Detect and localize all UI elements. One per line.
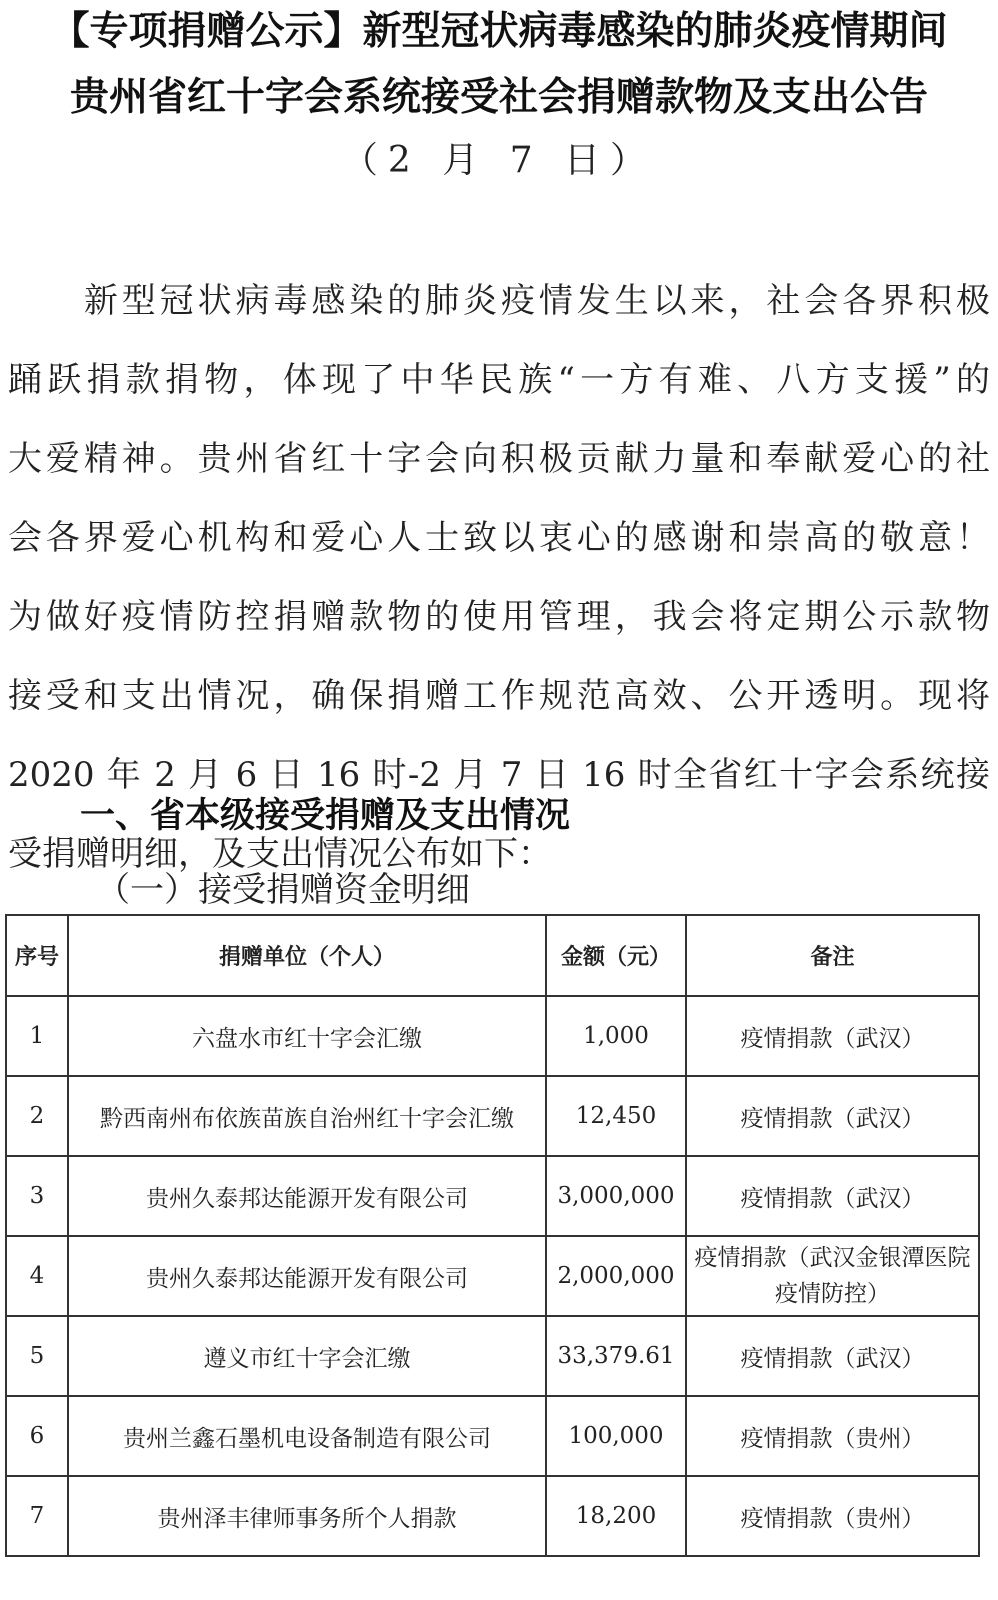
row-note: 疫情捐款（武汉）	[686, 1316, 979, 1396]
intro-line: 大爱精神。贵州省红十字会向积极贡献力量和奉献爱心的社	[8, 439, 990, 479]
table-row	[6, 1076, 979, 1156]
announcement-date: （2 月 7 日）	[341, 140, 657, 181]
row-amount: 33,379.61	[546, 1316, 686, 1396]
row-donor: 贵州泽丰律师事务所个人捐款	[68, 1476, 546, 1556]
table-row	[6, 1396, 979, 1476]
table-row	[6, 996, 979, 1076]
intro-line: 新型冠状病毒感染的肺炎疫情发生以来，社会各界积极	[8, 281, 990, 321]
table-row	[6, 1316, 979, 1396]
table-row	[6, 1476, 979, 1556]
row-note: 疫情捐款（武汉金银潭医院疫情防控）	[686, 1236, 979, 1316]
document-title-line-1: 【专项捐赠公示】新型冠状病毒感染的肺炎疫情期间	[50, 9, 948, 54]
row-note: 疫情捐款（武汉）	[686, 1156, 979, 1236]
row-index: 4	[6, 1236, 68, 1316]
intro-line: 为做好疫情防控捐赠款物的使用管理，我会将定期公示款物	[8, 597, 990, 637]
column-header-donor: 捐赠单位（个人）	[68, 915, 546, 996]
intro-line: 踊跃捐款捐物，体现了中华民族“一方有难、八方支援”的	[8, 360, 990, 400]
row-note: 疫情捐款（武汉）	[686, 996, 979, 1076]
row-amount: 100,000	[546, 1396, 686, 1476]
row-amount: 18,200	[546, 1476, 686, 1556]
intro-line: 2020 年 2 月 6 日 16 时-2 月 7 日 16 时全省红十字会系统接	[8, 755, 990, 795]
row-amount: 2,000,000	[546, 1236, 686, 1316]
row-donor: 遵义市红十字会汇缴	[68, 1316, 546, 1396]
row-index: 3	[6, 1156, 68, 1236]
row-index: 5	[6, 1316, 68, 1396]
row-amount: 3,000,000	[546, 1156, 686, 1236]
row-index: 7	[6, 1476, 68, 1556]
row-index: 1	[6, 996, 68, 1076]
row-donor: 六盘水市红十字会汇缴	[68, 996, 546, 1076]
column-header-note: 备注	[686, 915, 979, 996]
donation-table	[5, 914, 980, 1557]
row-donor: 黔西南州布依族苗族自治州红十字会汇缴	[68, 1076, 546, 1156]
row-note: 疫情捐款（武汉）	[686, 1076, 979, 1156]
column-header-index: 序号	[6, 915, 68, 996]
document-title-line-2: 贵州省红十字会系统接受社会捐赠款物及支出公告	[69, 75, 928, 120]
subsection-heading: （一）接受捐赠资金明细	[96, 870, 470, 910]
section-heading: 一、省本级接受捐赠及支出情况	[80, 796, 571, 836]
table-row	[6, 1236, 979, 1316]
row-index: 2	[6, 1076, 68, 1156]
row-index: 6	[6, 1396, 68, 1476]
row-donor: 贵州久泰邦达能源开发有限公司	[68, 1156, 546, 1236]
table-row	[6, 1156, 979, 1236]
row-donor: 贵州久泰邦达能源开发有限公司	[68, 1236, 546, 1316]
row-amount: 1,000	[546, 996, 686, 1076]
row-donor: 贵州兰鑫石墨机电设备制造有限公司	[68, 1396, 546, 1476]
intro-line: 受捐赠明细，及支出情况公布如下：	[8, 834, 552, 874]
intro-line: 会各界爱心机构和爱心人士致以衷心的感谢和崇高的敬意！	[8, 518, 990, 558]
row-note: 疫情捐款（贵州）	[686, 1396, 979, 1476]
row-amount: 12,450	[546, 1076, 686, 1156]
column-header-amount: 金额（元）	[546, 915, 686, 996]
intro-line: 接受和支出情况，确保捐赠工作规范高效、公开透明。现将	[8, 676, 990, 716]
table-header-row	[6, 915, 979, 996]
row-note: 疫情捐款（贵州）	[686, 1476, 979, 1556]
